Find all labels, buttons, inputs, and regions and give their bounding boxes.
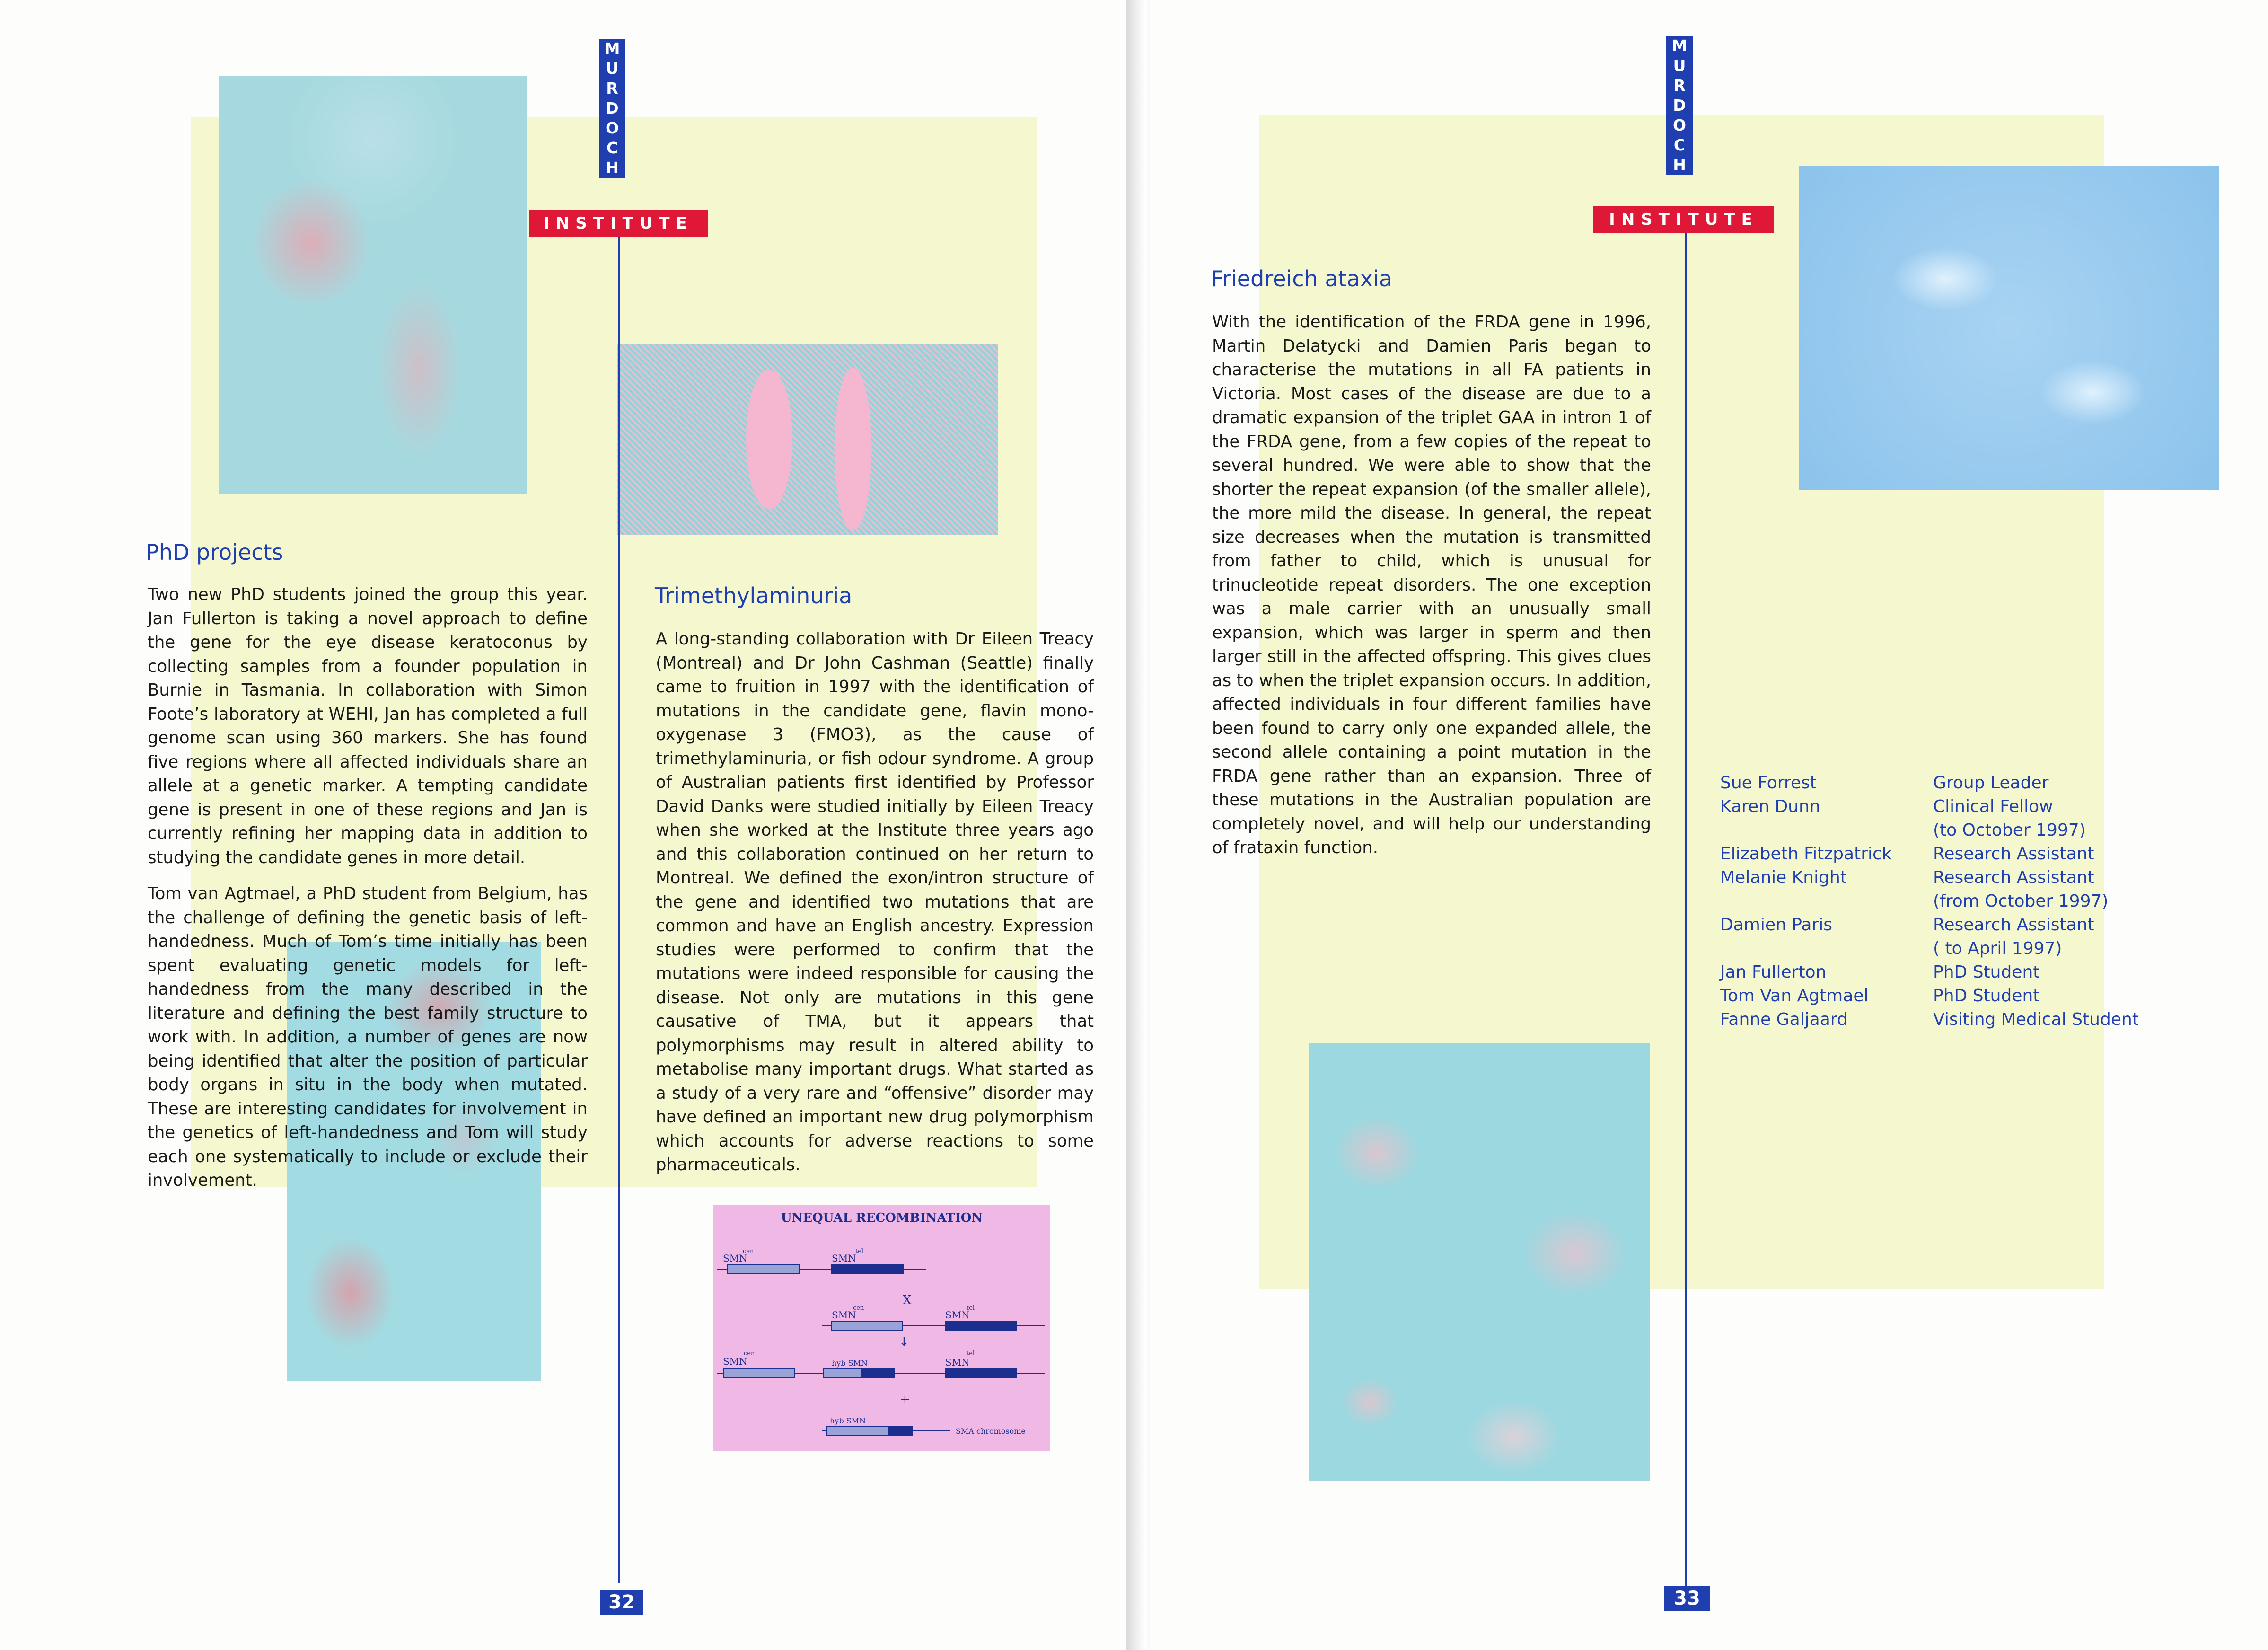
- brand-letter: D: [606, 99, 619, 117]
- staff-row: [1720, 842, 2146, 866]
- brand-letter: H: [606, 159, 619, 177]
- unequal-recombination-diagram: [713, 1205, 1050, 1451]
- staff-role: Visiting Medical Student: [1933, 1010, 2139, 1029]
- hand-photo: [219, 76, 527, 494]
- staff-role-line: ( to April 1997): [1933, 939, 2062, 958]
- tma-paragraph: A long-standing collaboration with Dr Eileen Treacy (Montreal) and Dr John Cashman (Seattle) finally came to fruition in 1997 with the identification of mutations in the candidate gene, flavin mono-oxygenase 3 (FMO3), as the cause of trimethylaminuria, or fish odour syndrome. A group of Australian patients first identified by Professor David Danks were studied initially by Eileen Treacy when she worked at the Institute three years ago and this collaboration continued on her return to Montreal. We defined the exon/intron structure of the gene and identified two mutations that are common and have an English ancestry. Expression studies were performed to confirm that the mutations were indeed responsible for causing the disease. Not only are mutations in this gene causative of TMA, but it appears that polymorphisms may result in altered ability to metabolise many important drugs. What started as a study of a very rare and “offensive” disorder may have defined an important new drug polymorphism which accounts for adverse reactions to some pharmaceuticals.: [656, 629, 1094, 1174]
- staff-name: Tom Van Agtmael: [1720, 986, 1869, 1006]
- staff-row: [1720, 771, 2146, 795]
- brand-letter: D: [1673, 96, 1686, 115]
- institute-brand-bar: INSTITUTE: [1593, 206, 1774, 233]
- smn-label: SMN: [945, 1357, 970, 1368]
- staff-role: [1933, 913, 2094, 961]
- staff-role-line: Research Assistant: [1933, 915, 2094, 935]
- staff-role: [1933, 866, 2108, 913]
- smn-label: SMN: [723, 1253, 747, 1264]
- staff-role: Group Leader: [1933, 773, 2049, 793]
- staff-role-line: Clinical Fellow: [1933, 797, 2053, 816]
- staff-role: [1933, 795, 2086, 842]
- smn-cen-gene: [724, 1368, 795, 1378]
- staff-name: Damien Paris: [1720, 915, 1832, 935]
- brand-letter: M: [604, 39, 620, 58]
- right-page: [1150, 0, 2268, 1650]
- page-number: 33: [1664, 1586, 1710, 1611]
- staff-role-line: Research Assistant: [1933, 868, 2094, 887]
- brand-letter: M: [1671, 36, 1688, 55]
- staff-row: [1720, 795, 2146, 842]
- smn-cen-gene: [728, 1264, 800, 1274]
- cross-mark: X: [903, 1293, 912, 1307]
- phd-body: [148, 583, 588, 1205]
- smn-cen-gene: [832, 1321, 903, 1331]
- staff-role: PhD Student: [1933, 962, 2040, 982]
- phd-heading: PhD projects: [146, 539, 283, 565]
- brand-letter: U: [606, 59, 619, 78]
- murdoch-brand-vertical: [1666, 36, 1693, 175]
- brand-letter: C: [606, 139, 618, 157]
- brand-letter: O: [1672, 116, 1687, 134]
- right-lower-image: [1309, 1043, 1650, 1481]
- tel-label: tel: [967, 1350, 975, 1357]
- tma-heading: Trimethylaminuria: [655, 583, 853, 609]
- staff-name: Sue Forrest: [1720, 773, 1817, 793]
- staff-row: [1720, 1008, 2146, 1032]
- fa-heading: Friedreich ataxia: [1211, 266, 1392, 291]
- diagram-title: UNEQUAL RECOMBINATION: [781, 1211, 983, 1225]
- smn-label: SMN: [723, 1356, 747, 1367]
- brand-letter: O: [605, 119, 619, 137]
- staff-row: [1720, 913, 2146, 961]
- hybrid-gene-tel-part: [888, 1426, 912, 1436]
- tel-label: tel: [855, 1248, 864, 1255]
- staff-name: Melanie Knight: [1720, 868, 1847, 887]
- brand-rule: [618, 237, 620, 1583]
- hyb-smn-label: hyb SMN: [830, 1416, 866, 1425]
- staff-role-line: (from October 1997): [1933, 891, 2109, 911]
- brand-letter: C: [1673, 136, 1686, 154]
- staff-name: Elizabeth Fitzpatrick: [1720, 844, 1892, 864]
- sma-chromosome-label: SMA chromosome: [956, 1427, 1026, 1436]
- staff-name: Fanne Galjaard: [1720, 1010, 1848, 1029]
- tel-label: tel: [967, 1305, 975, 1312]
- phd-paragraph: Two new PhD students joined the group this year. Jan Fullerton is taking a novel approach to define the gene for the eye disease keratoconus by collecting samples from a founder population in Burnie in Tasmania. In collaboration with Simon Foote’s laboratory at WEHI, Jan has completed a full genome scan using 360 markers. She has found five regions where all affected individuals share an allele at a genetic marker. A tempting candidate gene is present in one of these regions and Jan is currently refining her mapping data in addition to studying the candidate genes in more detail.: [148, 585, 588, 867]
- smn-tel-gene: [945, 1368, 1016, 1378]
- microscopy-image: [617, 344, 998, 535]
- page-number: 32: [600, 1590, 643, 1615]
- hybrid-gene-cen-part: [827, 1426, 888, 1436]
- smn-tel-gene: [832, 1264, 904, 1274]
- hybrid-gene-cen-part: [823, 1368, 861, 1378]
- cen-label: cen: [853, 1305, 864, 1312]
- brand-letter: R: [606, 79, 618, 97]
- staff-role: PhD Student: [1933, 986, 2040, 1006]
- smn-label: SMN: [832, 1253, 856, 1264]
- staff-row: [1720, 961, 2146, 984]
- cen-label: cen: [743, 1248, 754, 1255]
- staff-role: Research Assistant: [1933, 844, 2094, 864]
- staff-name: Karen Dunn: [1720, 797, 1820, 816]
- arrow-down: ↓: [899, 1335, 909, 1349]
- brand-rule: [1685, 233, 1687, 1591]
- tma-body: [656, 627, 1094, 1190]
- staff-name: Jan Fullerton: [1720, 962, 1827, 982]
- fa-body: [1212, 310, 1651, 873]
- cen-label: cen: [744, 1350, 755, 1357]
- phd-paragraph: Tom van Agtmael, a PhD student from Belgium, has the challenge of defining the genetic basis of left-handedness. Much of Tom’s time initially has been spent evaluating genetic models for left-handedness from the many described in the literature and defining the best family structure to work with. In addition, a number of genes are now being identified that alter the position of particular body organs in situ in the body when mutated. These are interesting candidates for involvement in the genetics of left-handedness and Tom will study each one systematically to include or exclude their involvement.: [148, 884, 588, 1190]
- smn-label: SMN: [945, 1309, 970, 1321]
- smn-label: SMN: [832, 1309, 856, 1321]
- plus-mark: +: [900, 1393, 910, 1407]
- staff-row: [1720, 984, 2146, 1008]
- brand-letter: U: [1673, 56, 1686, 75]
- institute-brand-bar: INSTITUTE: [529, 210, 708, 237]
- staff-list: [1720, 771, 2146, 1032]
- hybrid-gene-tel-part: [861, 1368, 894, 1378]
- staff-role-line: (to October 1997): [1933, 821, 2086, 840]
- brand-letter: R: [1673, 76, 1686, 95]
- staff-row: [1720, 866, 2146, 913]
- smn-tel-gene: [945, 1321, 1016, 1331]
- fa-paragraph: With the identification of the FRDA gene in 1996, Martin Delatycki and Damien Paris began to characterise the mutations in all FA patients in Victoria. Most cases of the disease are due to a dramatic expansion of the triplet GAA in intron 1 of the FRDA gene, from a few copies of the repeat to several hundred. We were able to show that the shorter the repeat expansion (of the smaller allele), the more mild the disease. In general, the repeat size decreases when the mutation is transmitted from father to child, which is unusual for trinucleotide repeat disorders. The one exception was a male carrier with an unusually small expansion, which was larger in sperm and then larger still in the affected offspring. This gives clues as to when the triplet expansion occurs. In addition, affected individuals in four different families have been found to carry only one expanded allele, the second allele containing a point mutation in the FRDA gene rather than an expansion. Three of these mutations in the Australian population are completely novel, and will help our understanding of frataxin function.: [1212, 312, 1651, 857]
- hyb-smn-label: hyb SMN: [832, 1359, 868, 1368]
- fluorescence-photo: [1799, 166, 2219, 490]
- murdoch-brand-vertical: [599, 39, 625, 178]
- diagram-svg: [713, 1205, 1050, 1451]
- brand-letter: H: [1673, 156, 1686, 174]
